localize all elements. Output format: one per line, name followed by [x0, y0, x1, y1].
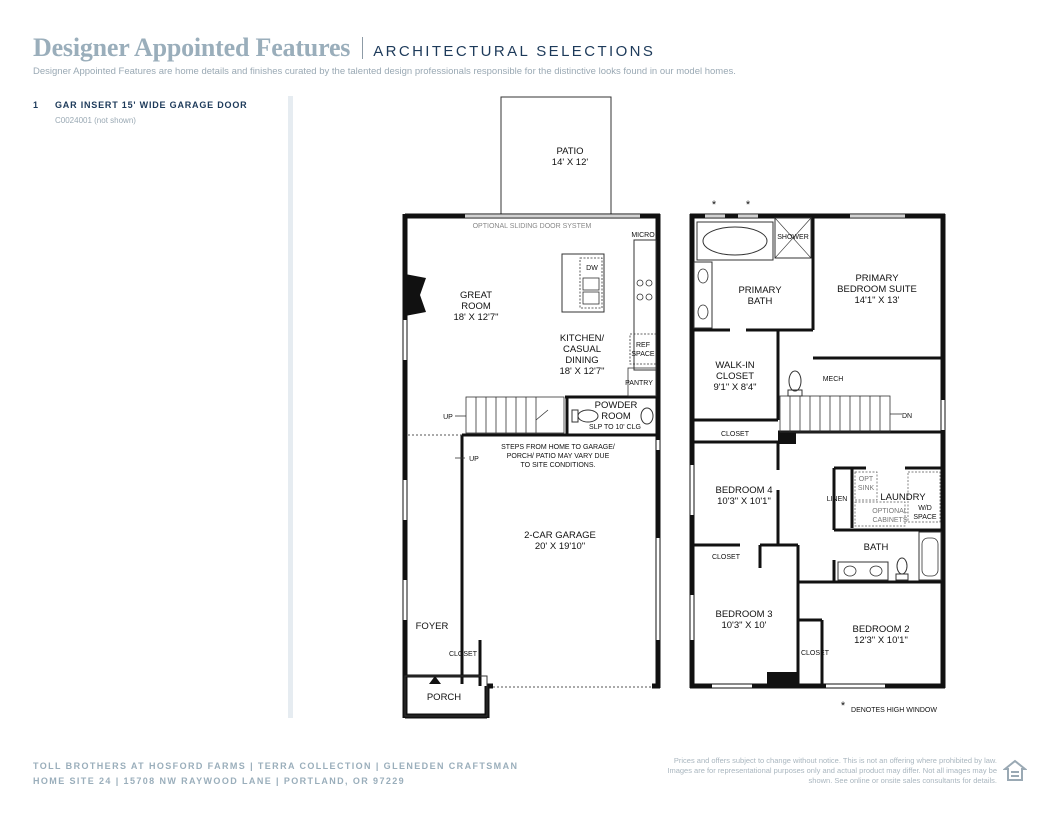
- powder-label: ROOM: [601, 411, 631, 422]
- steps-note: TO SITE CONDITIONS.: [520, 462, 596, 469]
- primary-bath-label: PRIMARY: [738, 285, 782, 296]
- asterisk: *: [840, 700, 846, 712]
- header-description: Designer Appointed Features are home details and finishes curated by the talented design professionals responsible for the distinctive looks found in our model homes.: [33, 66, 736, 77]
- feature-number: 1: [33, 100, 39, 110]
- porch-label: PORCH: [426, 692, 462, 703]
- sink-icon: [583, 278, 599, 290]
- opt-cabinets-label: CABINETS: [872, 517, 908, 524]
- first-floor-small-labels: [443, 223, 655, 658]
- shower-label: SHOWER: [777, 234, 809, 241]
- walkin-size: 9'1" X 8'4": [713, 382, 757, 393]
- bedroom4-size: 10'3" X 10'1": [717, 496, 771, 507]
- up-label: UP: [469, 456, 479, 463]
- vanity: [838, 562, 888, 580]
- linen-label: LINEN: [826, 496, 848, 503]
- footer-community: [33, 759, 518, 789]
- toilet-icon: [896, 558, 908, 580]
- closet-label: CLOSET: [711, 554, 741, 561]
- footer-line-2: HOME SITE 24 | 15708 NW RAYWOOD LANE | PORTLAND, OR 97229: [33, 776, 406, 786]
- sink-icon: [698, 305, 708, 319]
- closet-label: CLOSET: [448, 651, 478, 658]
- garage-label: 2-CAR GARAGE: [524, 530, 596, 541]
- steps-note: STEPS FROM HOME TO GARAGE/: [501, 444, 615, 451]
- dw-label: DW: [586, 265, 598, 272]
- primary-suite-size: 14'1" X 13': [854, 295, 900, 306]
- bedroom4-label: BEDROOM 4: [715, 485, 773, 496]
- up-label: UP: [443, 414, 453, 421]
- toilet-icon: [572, 410, 598, 422]
- toilet-icon: [788, 371, 802, 396]
- asterisk: *: [745, 199, 751, 211]
- asterisk: *: [711, 199, 717, 211]
- bedroom3-size: 10'3" X 10': [721, 620, 767, 631]
- steps-note: PORCH/ PATIO MAY VARY DUE: [506, 453, 610, 460]
- kitchen-label: KITCHEN/: [559, 333, 605, 344]
- bedroom2-label: BEDROOM 2: [852, 624, 910, 635]
- walkin-label: WALK-IN: [715, 360, 755, 371]
- patio-label: PATIO: [556, 146, 584, 157]
- primary-bath-label: BATH: [747, 296, 773, 307]
- tub-icon: [703, 227, 767, 255]
- laundry-label: LAUNDRY: [880, 492, 926, 503]
- garage-size: 20' X 19'10": [534, 541, 586, 552]
- first-floor: [405, 97, 660, 718]
- wd-label: W/D: [918, 505, 932, 512]
- sink-icon: [583, 292, 599, 304]
- second-floor-labels: [713, 273, 926, 646]
- foyer-label: FOYER: [415, 621, 449, 632]
- bedroom2-size: 12'3" X 10'1": [854, 635, 908, 646]
- equal-housing-icon: [1003, 759, 1027, 783]
- kitchen-size: 18' X 12'7": [559, 366, 605, 377]
- primary-suite-label: PRIMARY: [855, 273, 899, 284]
- great-room-label: ROOM: [461, 301, 491, 312]
- footer-line-1: TOLL BROTHERS AT HOSFORD FARMS | TERRA COLLECTION | GLENEDEN CRAFTSMAN: [33, 761, 519, 771]
- kitchen-label: DINING: [565, 355, 599, 366]
- page-title: Designer Appointed Features: [33, 33, 351, 62]
- page-subtitle: ARCHITECTURAL SELECTIONS: [373, 43, 656, 60]
- second-floor-stairs: [780, 396, 902, 432]
- great-room-label: GREAT: [459, 290, 493, 301]
- mech-label: MECH: [822, 376, 844, 383]
- opt-sink-label: OPT: [858, 476, 874, 483]
- kitchen-label: CASUAL: [562, 344, 602, 355]
- dn-label: DN: [901, 413, 913, 420]
- wall-chase: [778, 432, 796, 444]
- closet-label: CLOSET: [720, 431, 750, 438]
- closet-label: CLOSET: [800, 650, 830, 657]
- bedroom3-label: BEDROOM 3: [715, 609, 773, 620]
- footer-disclaimer: Prices and offers subject to change without notice. This is not an offering where prohibited by law. Images are for representational purposes only and actual product may differ. Not all images may be shown. See online or onsite sales consultants for details.: [667, 756, 997, 785]
- bath-label: BATH: [863, 542, 889, 553]
- great-room-size: 18' X 12'7": [453, 312, 499, 323]
- feature-name: GAR INSERT 15' WIDE GARAGE DOOR: [55, 100, 248, 110]
- feature-code: C0024001 (not shown): [55, 116, 136, 125]
- high-window-note: DENOTES HIGH WINDOW: [851, 707, 937, 714]
- fireplace-icon: [405, 274, 426, 316]
- powder-note: SLP TO 10' CLG: [589, 424, 641, 431]
- patio-size: 14' X 12': [551, 157, 589, 168]
- sliding-door-note: OPTIONAL SLIDING DOOR SYSTEM: [472, 223, 592, 230]
- sink-icon: [870, 566, 882, 576]
- pantry-label: PANTRY: [625, 380, 653, 387]
- powder-label: POWDER: [594, 400, 638, 411]
- sink-icon: [698, 269, 708, 283]
- second-floor: [690, 199, 945, 714]
- opt-sink-label: SINK: [857, 485, 875, 492]
- micro-label: MICRO: [631, 232, 655, 239]
- walkin-label: CLOSET: [715, 371, 755, 382]
- primary-suite-label: BEDROOM SUITE: [837, 284, 917, 295]
- tub-icon: [697, 222, 773, 260]
- opt-cabinets-label: OPTIONAL: [872, 508, 908, 515]
- sink-icon: [641, 408, 653, 424]
- first-floor-stairs: [466, 397, 564, 433]
- vanity: [694, 262, 712, 328]
- first-floor-interior: [405, 397, 658, 686]
- wall-chase: [767, 672, 797, 688]
- range-icon: [637, 280, 652, 300]
- sink-icon: [844, 566, 856, 576]
- wd-label: SPACE: [913, 514, 937, 521]
- ref-label: REF: [636, 342, 650, 349]
- ref-label: SPACE: [631, 351, 655, 358]
